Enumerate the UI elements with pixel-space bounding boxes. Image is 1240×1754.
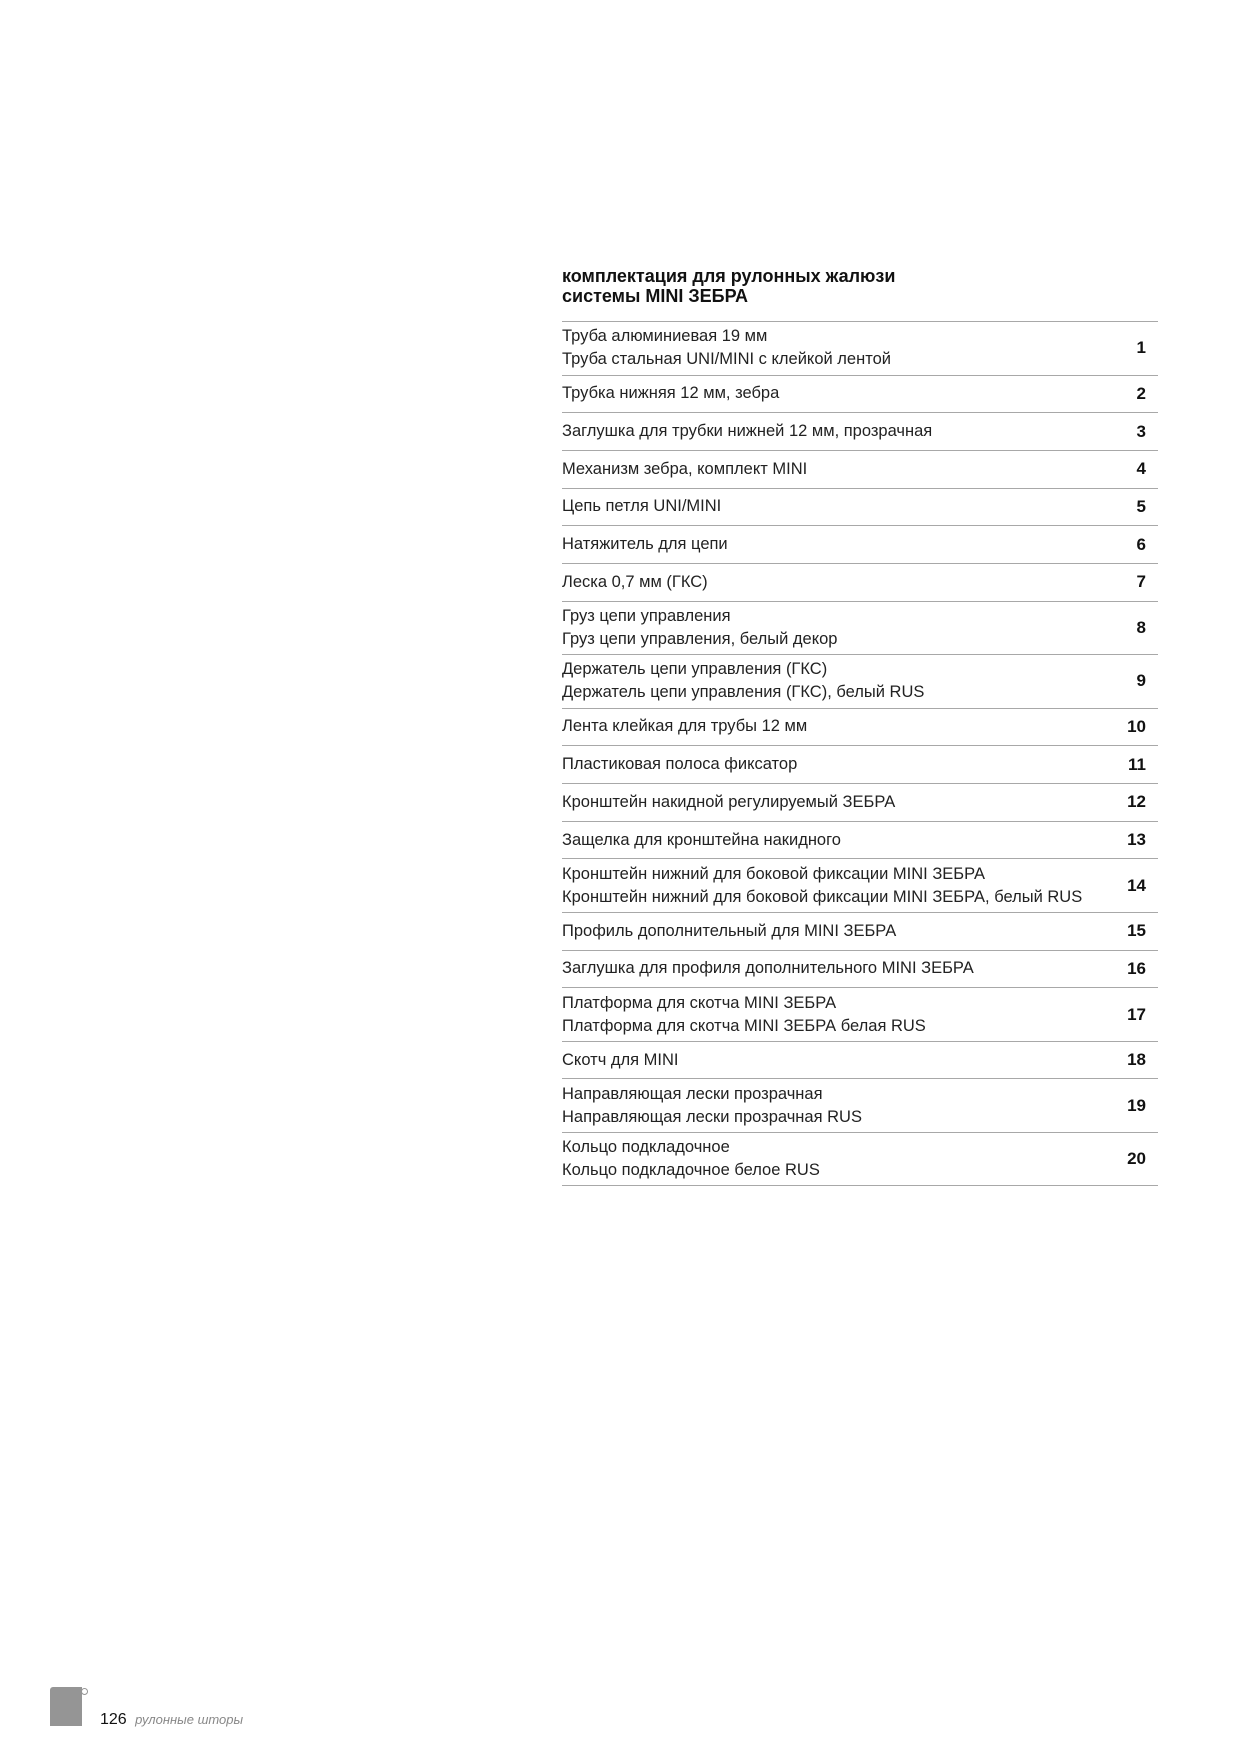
table-row	[562, 746, 1158, 784]
item-name: Держатель цепи управления (ГКС), белый RUS	[562, 683, 925, 702]
item-name: Держатель цепи управления (ГКС)	[562, 660, 828, 679]
item-name: Направляющая лески прозрачная RUS	[562, 1107, 862, 1126]
item-number: 8	[1136, 617, 1146, 637]
table-row	[562, 913, 1158, 951]
item-number: 5	[1136, 496, 1146, 516]
item-name: Направляющая лески прозрачная	[562, 1084, 823, 1103]
item-names	[562, 458, 1106, 481]
item-names	[562, 863, 1106, 909]
table-row	[562, 655, 1158, 709]
item-number: 19	[1127, 1095, 1146, 1115]
item-name: Кронштейн нижний для боковой фиксации MINI ЗЕБРА, белый RUS	[562, 887, 1083, 906]
item-number: 12	[1127, 792, 1146, 812]
table-row	[562, 1042, 1158, 1080]
item-names	[562, 1136, 1106, 1182]
table-row	[562, 489, 1158, 527]
item-name: Кронштейн нижний для боковой фиксации MINI ЗЕБРА	[562, 864, 986, 883]
item-name: Цепь петля UNI/MINI	[562, 497, 722, 516]
item-names	[562, 829, 1106, 852]
table-row	[562, 822, 1158, 860]
table-row	[562, 322, 1158, 376]
item-number: 9	[1136, 671, 1146, 691]
page-footer	[100, 1711, 243, 1729]
item-names	[562, 571, 1106, 594]
item-name: Скотч для MINI	[562, 1050, 679, 1069]
item-number: 4	[1136, 459, 1146, 479]
item-name: Заглушка для профиля дополнительного MINI ЗЕБРА	[562, 959, 974, 978]
item-names	[562, 715, 1106, 738]
item-names	[562, 420, 1106, 443]
item-number: 14	[1127, 875, 1146, 895]
item-number: 15	[1127, 921, 1146, 941]
item-names	[562, 605, 1106, 651]
table-row	[562, 376, 1158, 414]
item-names	[562, 658, 1106, 704]
page-number: 126	[100, 1711, 127, 1728]
item-names	[562, 495, 1106, 518]
item-number: 10	[1127, 716, 1146, 736]
item-names	[562, 382, 1106, 405]
item-number: 7	[1136, 572, 1146, 592]
item-name: Защелка для кронштейна накидного	[562, 830, 841, 849]
table-row	[562, 451, 1158, 489]
table-row	[562, 709, 1158, 747]
page-tab-marker	[50, 1687, 82, 1726]
item-name: Груз цепи управления	[562, 606, 731, 625]
item-number: 1	[1136, 338, 1146, 358]
table-row	[562, 988, 1158, 1042]
table-row	[562, 1079, 1158, 1133]
item-names	[562, 325, 1106, 371]
page-tab-dot	[81, 1688, 88, 1695]
item-names	[562, 1049, 1106, 1072]
item-names	[562, 753, 1106, 776]
item-name: Платформа для скотча MINI ЗЕБРА белая RUS	[562, 1016, 926, 1035]
table-row	[562, 413, 1158, 451]
item-number: 18	[1127, 1050, 1146, 1070]
item-name: Лента клейкая для трубы 12 мм	[562, 717, 808, 736]
item-number: 13	[1127, 830, 1146, 850]
table-row	[562, 784, 1158, 822]
table-row	[562, 1133, 1158, 1187]
item-names	[562, 533, 1106, 556]
item-names	[562, 791, 1106, 814]
item-name: Заглушка для трубки нижней 12 мм, прозрачная	[562, 422, 933, 441]
item-name: Кольцо подкладочное	[562, 1138, 730, 1157]
item-number: 16	[1127, 958, 1146, 978]
section-name: рулонные шторы	[135, 1712, 244, 1727]
item-name: Труба алюминиевая 19 мм	[562, 327, 768, 346]
item-number: 3	[1136, 421, 1146, 441]
page-title	[562, 266, 1162, 306]
item-name: Кольцо подкладочное белое RUS	[562, 1161, 820, 1180]
item-number: 2	[1136, 383, 1146, 403]
item-name: Натяжитель для цепи	[562, 535, 728, 554]
item-names	[562, 957, 1106, 980]
item-number: 17	[1127, 1004, 1146, 1024]
item-name: Пластиковая полоса фиксатор	[562, 755, 798, 774]
item-names	[562, 920, 1106, 943]
item-name: Труба стальная UNI/MINI с клейкой лентой	[562, 350, 891, 369]
item-names	[562, 1083, 1106, 1129]
item-name: Платформа для скотча MINI ЗЕБРА	[562, 993, 837, 1012]
table-row	[562, 951, 1158, 989]
item-number: 20	[1127, 1149, 1146, 1169]
table-row	[562, 859, 1158, 913]
table-row	[562, 526, 1158, 564]
title-line-2: системы MINI ЗЕБРА	[562, 286, 749, 306]
title-line-1: комплектация для рулонных жалюзи	[562, 266, 896, 286]
table-row	[562, 602, 1158, 656]
item-number: 11	[1128, 754, 1146, 774]
item-name: Леска 0,7 мм (ГКС)	[562, 572, 708, 591]
item-number: 6	[1136, 534, 1146, 554]
item-name: Профиль дополнительный для MINI ЗЕБРА	[562, 921, 897, 940]
table-row	[562, 564, 1158, 602]
item-name: Трубка нижняя 12 мм, зебра	[562, 384, 780, 403]
item-name: Груз цепи управления, белый декор	[562, 629, 838, 648]
item-names	[562, 992, 1106, 1038]
item-name: Кронштейн накидной регулируемый ЗЕБРА	[562, 792, 896, 811]
components-table	[562, 321, 1158, 1186]
item-name: Механизм зебра, комплект MINI	[562, 459, 808, 478]
